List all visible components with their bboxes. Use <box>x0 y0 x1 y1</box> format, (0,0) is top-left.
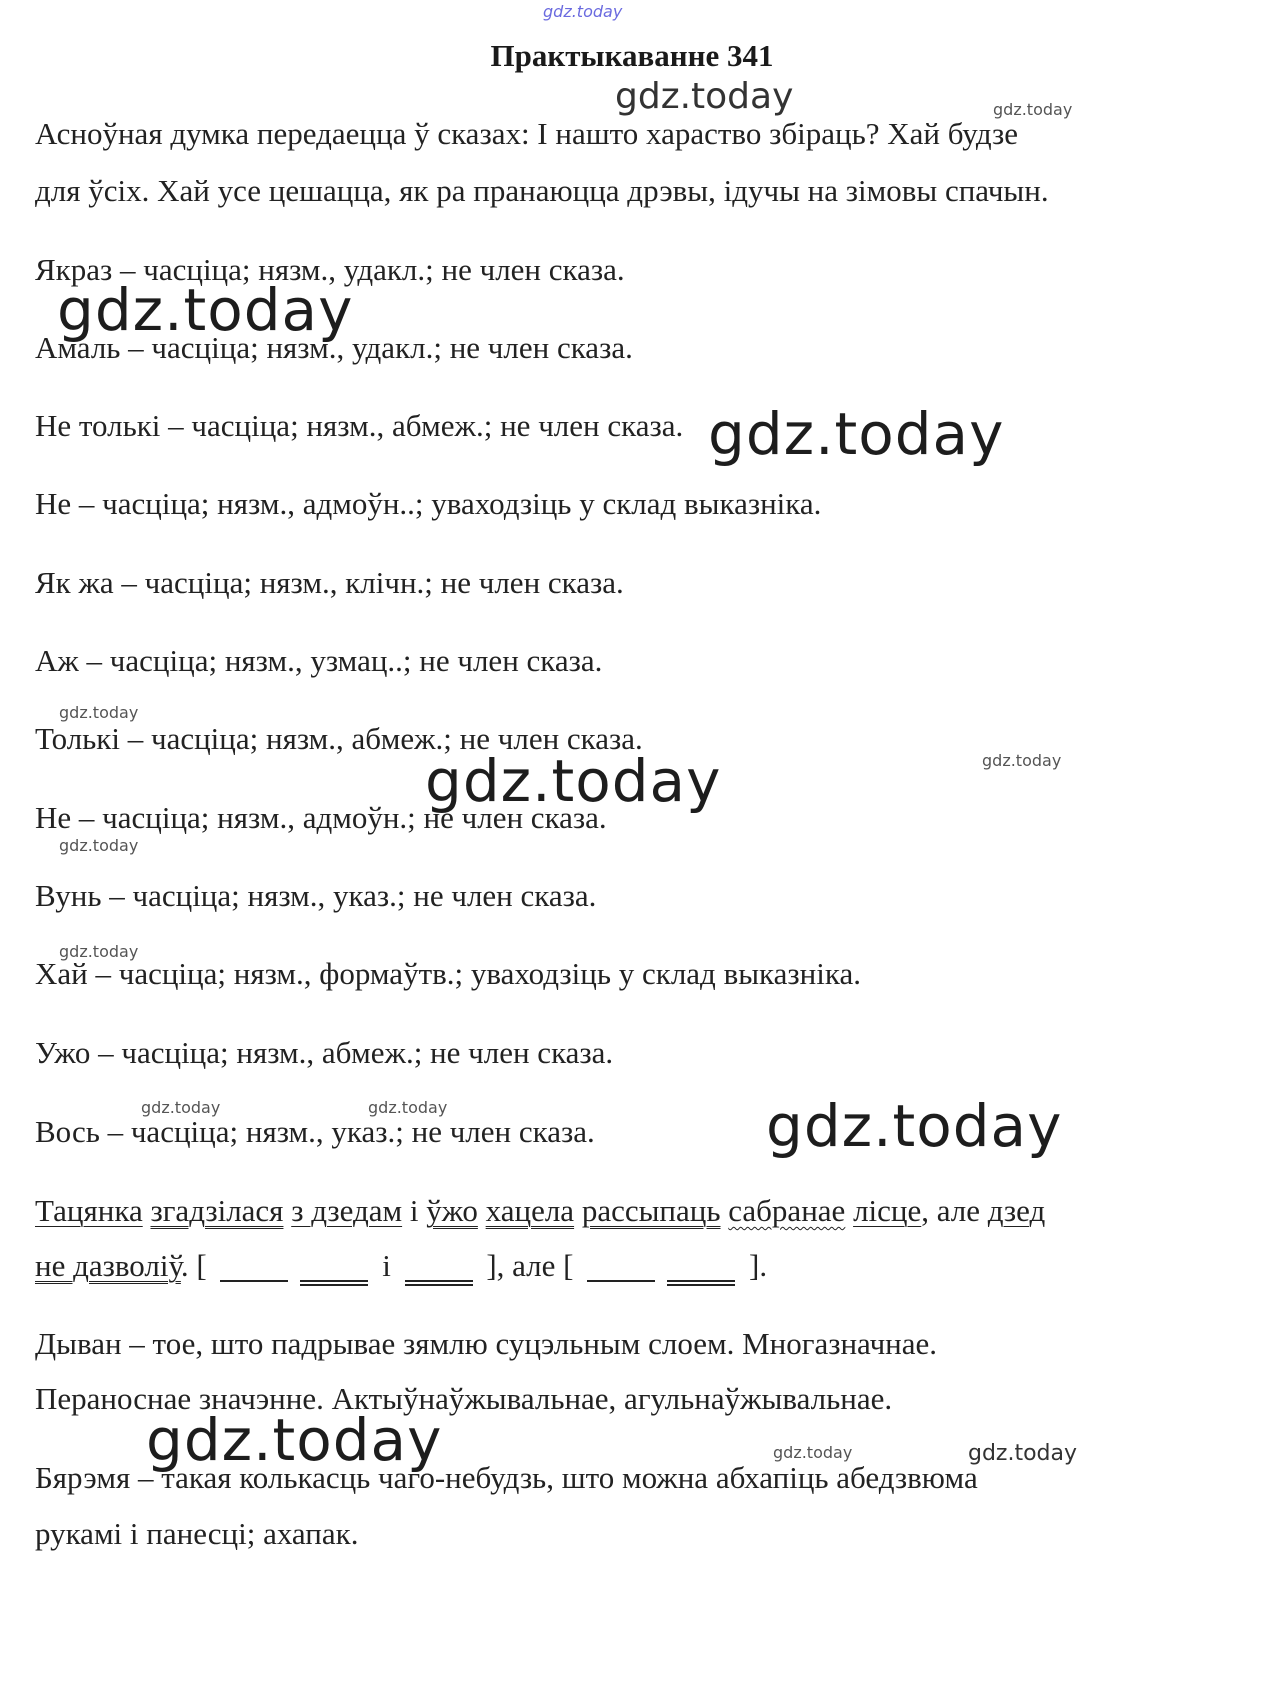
watermark: gdz.today <box>968 1441 1078 1466</box>
parse-line: Толькі – часціца; нязм., абмеж.; не член сказа. <box>35 721 643 756</box>
parse-line: Ужо – часціца; нязм., абмеж.; не член сказа. <box>35 1035 614 1070</box>
analysed-sentence-line1 <box>35 1193 1045 1229</box>
page-title: Практыкаванне 341 <box>490 38 774 73</box>
watermark: gdz.today <box>425 747 722 815</box>
watermark: gdz.today <box>57 276 354 344</box>
parse-line: Вось – часціца; нязм., указ.; не член сказа. <box>35 1114 595 1149</box>
predicate-word: згадзілася <box>150 1193 284 1228</box>
watermark: gdz.today <box>982 751 1062 770</box>
paragraph-line: для ўсіх. Хай усе цешацца, як ра пранаюцца дрэвы, ідучы на зімовы спачын. <box>35 173 1049 208</box>
subject-word: Тацянка <box>35 1193 143 1228</box>
subject-word: дзед <box>987 1193 1046 1228</box>
scheme-open: . [ <box>180 1248 207 1283</box>
parse-line: Амаль – часціца; нязм., удакл.; не член сказа. <box>35 330 633 365</box>
paragraph-line: Дыван – тое, што падрывае зямлю суцэльным слоем. Многазначнае. <box>35 1326 938 1361</box>
scheme-subject-line <box>587 1280 655 1282</box>
watermark: gdz.today <box>141 1098 221 1117</box>
scheme-conjunction: і <box>382 1248 391 1283</box>
paragraph-line: Асноўная думка передаецца ў сказах: І нашто хараство збіраць? Хай будзе <box>35 116 1018 151</box>
paragraph-line: Бярэмя – такая колькасць чаго-небудзь, што можна абхапіць абедзвюма <box>35 1460 978 1495</box>
parse-line: Не – часціца; нязм., адмоўн..; уваходзіць у склад выказніка. <box>35 486 822 521</box>
watermark: gdz.today <box>146 1406 443 1474</box>
predicate-word: хацела <box>485 1193 575 1228</box>
predicate-word: ўжо <box>426 1193 478 1228</box>
object-word: лісце <box>853 1193 922 1228</box>
scheme-predicate-line <box>667 1280 735 1282</box>
watermark: gdz.today <box>993 100 1073 119</box>
watermark: gdz.today <box>368 1098 448 1117</box>
watermark: gdz.today <box>59 942 139 961</box>
watermark: gdz.today <box>543 2 623 21</box>
scheme-close: ]. <box>749 1248 768 1283</box>
parse-line: Вунь – часціца; нязм., указ.; не член сказа. <box>35 878 597 913</box>
attribute-word: сабранае <box>728 1193 846 1228</box>
parse-line: Якраз – часціца; нязм., удакл.; не член сказа. <box>35 252 625 287</box>
watermark: gdz.today <box>615 76 794 117</box>
watermark: gdz.today <box>773 1443 853 1462</box>
predicate-word: рассыпаць <box>581 1193 721 1228</box>
watermark: gdz.today <box>708 400 1005 468</box>
parse-line: Аж – часціца; нязм., узмац..; не член сказа. <box>35 643 603 678</box>
watermark: gdz.today <box>766 1092 1063 1160</box>
scheme-subject-line <box>220 1280 288 1282</box>
watermark: gdz.today <box>59 836 139 855</box>
parse-line: Не – часціца; нязм., адмоўн.; не член сказа. <box>35 800 607 835</box>
conjunction: і <box>409 1193 419 1228</box>
paragraph-line: рукамі і панесці; ахапак. <box>35 1516 359 1551</box>
parse-line: Хай – часціца; нязм., формаўтв.; уваходзіць у склад выказніка. <box>35 956 861 991</box>
paragraph-line: Пераноснае значэнне. Актыўнаўжывальнае, агульнаўжывальнае. <box>35 1381 893 1416</box>
parse-line: Як жа – часціца; нязм., клічн.; не член сказа. <box>35 565 624 600</box>
scheme-middle: ], але [ <box>486 1248 574 1283</box>
conjunction: , але <box>921 1193 981 1228</box>
object-phrase: з дзедам <box>291 1193 403 1228</box>
parse-line: Не толькі – часціца; нязм., абмеж.; не член сказа. <box>35 408 684 443</box>
watermark: gdz.today <box>59 703 139 722</box>
scheme-predicate-line <box>300 1280 368 1282</box>
predicate-word: не дазволіў <box>35 1248 181 1283</box>
scheme-predicate-line <box>405 1280 473 1282</box>
analysed-sentence-line2 <box>35 1248 767 1284</box>
